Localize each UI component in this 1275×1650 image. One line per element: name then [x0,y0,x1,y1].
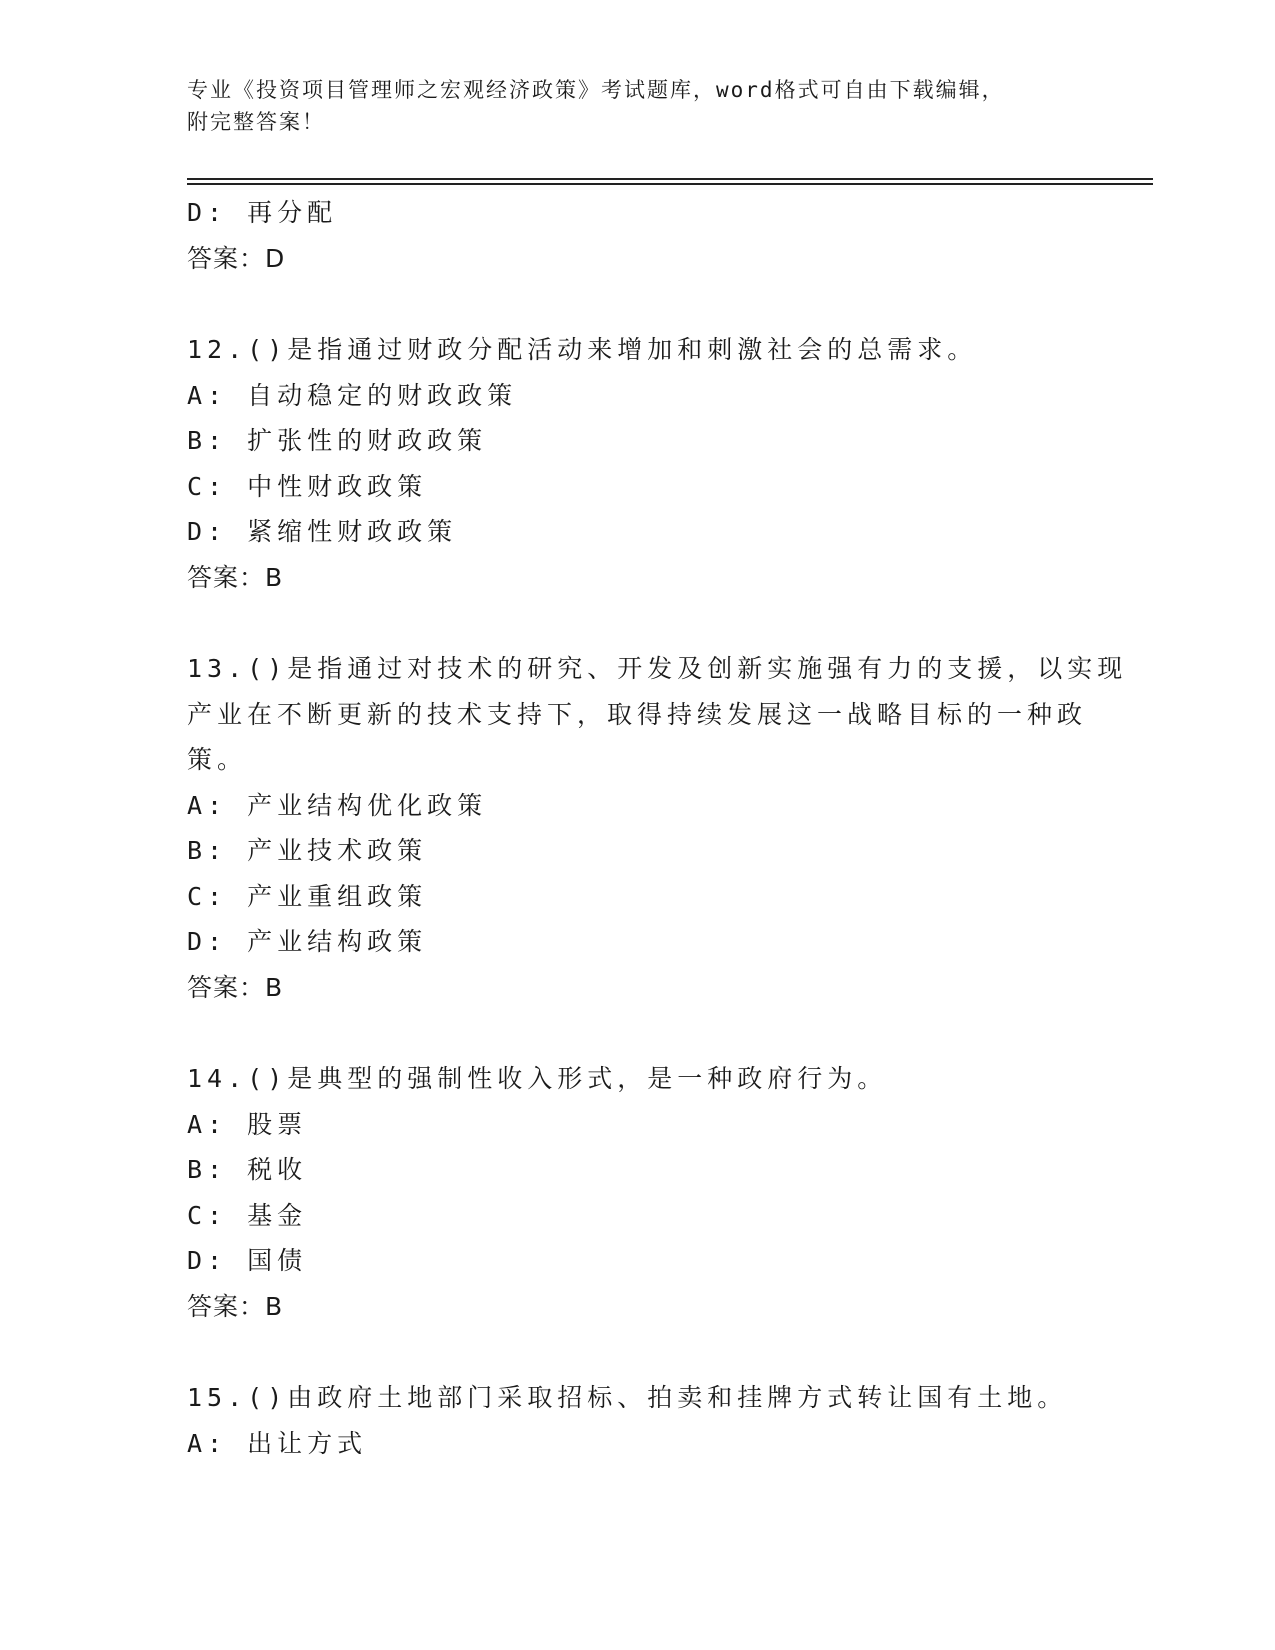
question-list [187,190,1128,1466]
answer: 答案：B [187,562,284,592]
question-13 [187,646,1128,1010]
option-c: C: 基金 [187,1200,308,1230]
header-rule-top [187,178,1153,180]
answer: 答案：B [187,1291,284,1321]
question-stem-line-2: 产业在不断更新的技术支持下，取得持续发展这一战略目标的一种政 [187,699,1088,729]
header-line-2: 附完整答案！ [187,110,325,134]
document-header [187,74,1087,138]
option-b: B: 扩张性的财政政策 [187,426,488,455]
question-stem-line-1: 13.()是指通过对技术的研究、开发及创新实施强有力的支援，以实现 [187,654,1128,683]
option-a: A: 出让方式 [187,1428,368,1458]
option-a: A: 股票 [187,1109,308,1139]
question-11-tail [187,190,1087,281]
option-b: B: 产业技术政策 [187,836,428,865]
question-stem-line-3: 策。 [187,745,248,774]
option-a: A: 产业结构优化政策 [187,790,488,820]
option-a: A: 自动稳定的财政政策 [187,380,518,410]
question-14 [187,1056,1087,1329]
option-c: C: 产业重组政策 [187,881,428,911]
option-c: C: 中性财政政策 [187,471,428,501]
option-d: D: 国债 [187,1246,308,1275]
option-d: D: 紧缩性财政政策 [187,517,458,546]
answer: 答案：D [187,243,286,273]
question-15 [187,1375,1087,1466]
header-rule-bottom [187,183,1153,185]
question-stem: 12.()是指通过财政分配活动来增加和刺激社会的总需求。 [187,335,978,364]
header-line-1: 专业《投资项目管理师之宏观经济政策》考试题库，word格式可自由下载编辑， [187,78,1005,102]
question-stem: 14.()是典型的强制性收入形式，是一种政府行为。 [187,1064,888,1093]
question-12 [187,327,1087,600]
option-d: D: 产业结构政策 [187,927,428,956]
answer: 答案：B [187,972,284,1002]
question-stem: 15.()由政府土地部门采取招标、拍卖和挂牌方式转让国有土地。 [187,1383,1068,1412]
option-d: D: 再分配 [187,198,338,227]
option-b: B: 税收 [187,1155,308,1184]
